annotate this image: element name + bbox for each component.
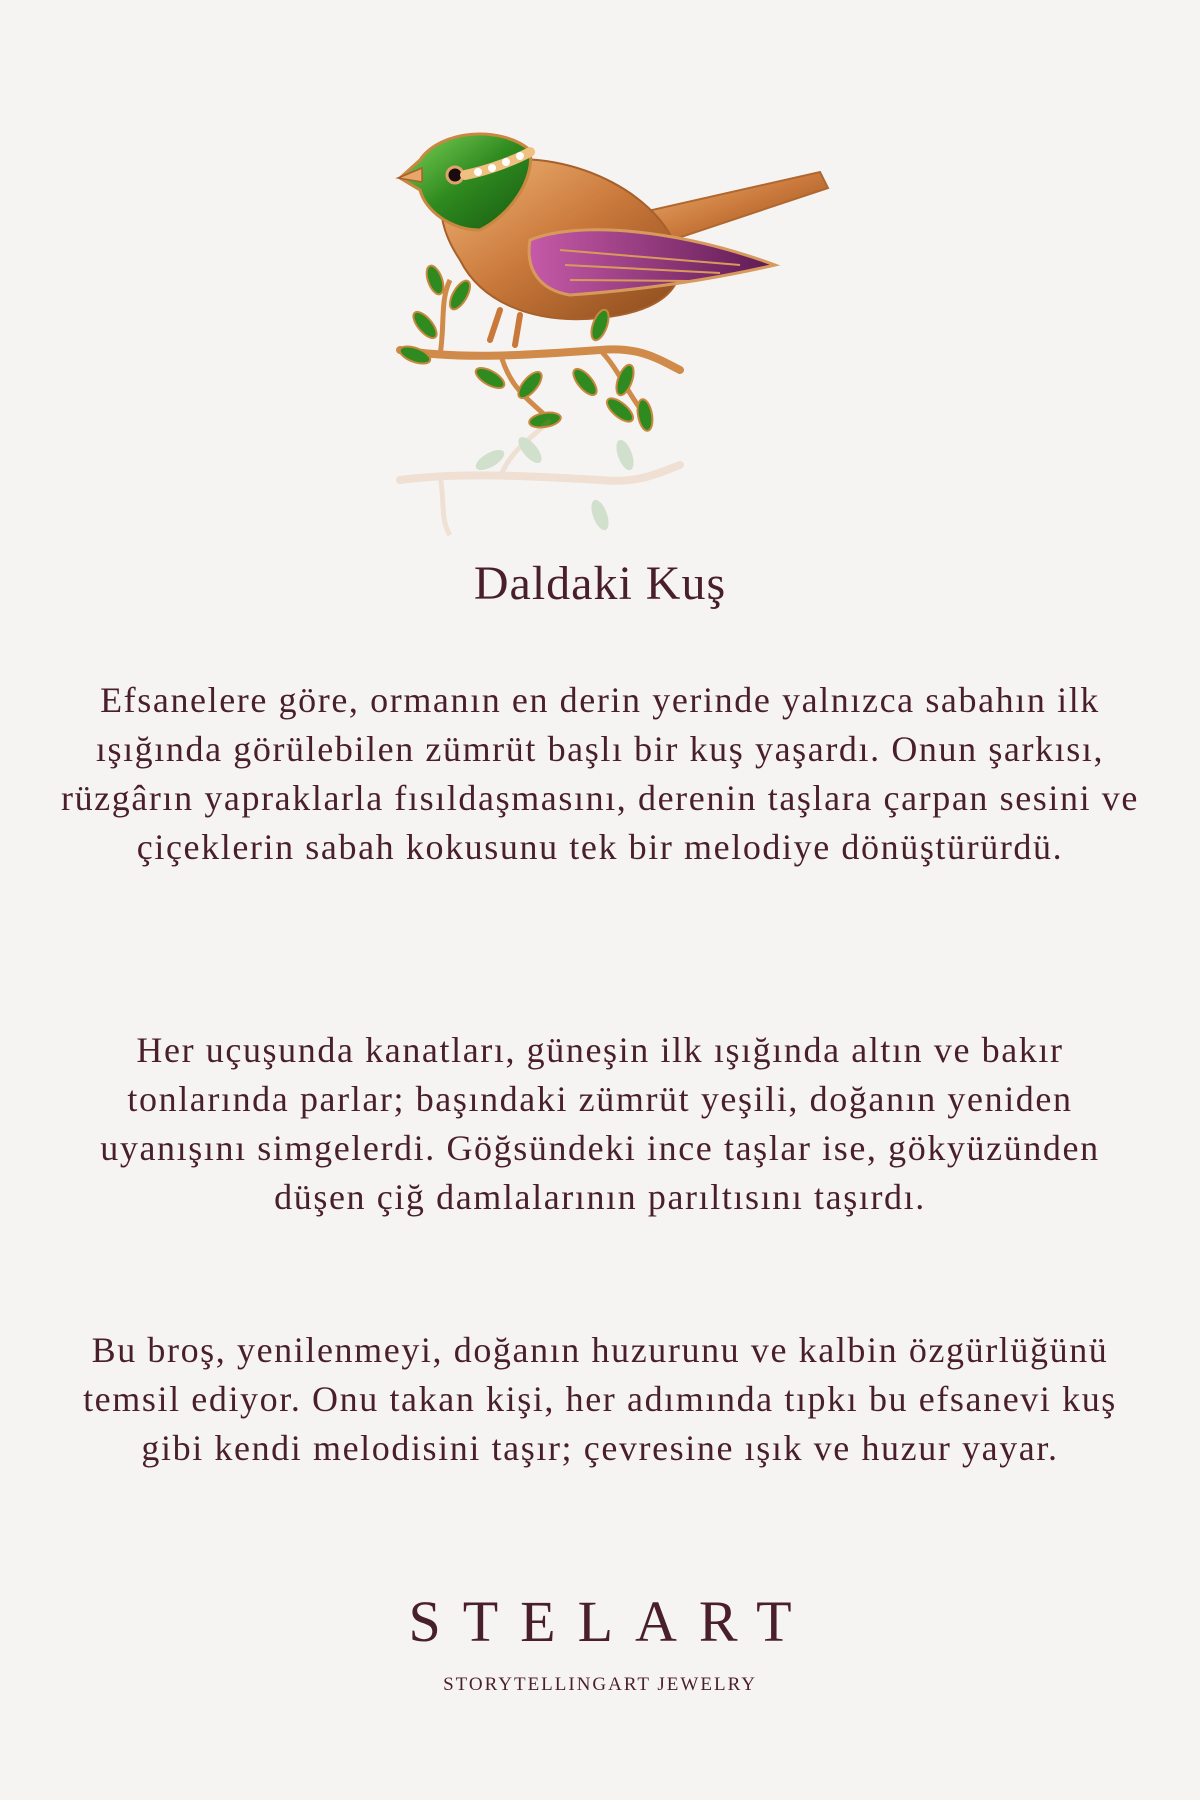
- brand-logo: STELART: [408, 1589, 814, 1654]
- bird-brooch-icon: [380, 120, 850, 550]
- story-paragraph-2: Her uçuşunda kanatları, güneşin ilk ışığında altın ve bakır tonlarında parlar; başındaki zümrüt yeşili, doğanın yeniden uyanışını simgelerdi. Göğsündeki ince taşlar ise, gökyüzünden düşen çiğ damlalarının parıltısını taşırdı.: [100, 1030, 1100, 1217]
- story-paragraph-1: Efsanelere göre, ormanın en derin yerinde yalnızca sabahın ilk ışığında görülebilen zümrüt başlı bir kuş yaşardı. Onun şarkısı, rüzgârın yapraklarla fısıldaşmasını, derenin taşlara çarpan sesini ve çiçeklerin sabah kokusunu tek bir melodiye dönüştürürdü.: [60, 680, 1139, 867]
- product-title: Daldaki Kuş: [473, 557, 727, 610]
- brand-tagline: STORYTELLINGART JEWELRY: [443, 1674, 757, 1695]
- story-paragraph-3: Bu broş, yenilenmeyi, doğanın huzurunu ve kalbin özgürlüğünü temsil ediyor. Onu takan kişi, her adımında tıpkı bu efsanevi kuş gibi kendi melodisini taşır; çevresine ışık ve huzur yayar.: [83, 1330, 1117, 1468]
- bird-brooch-image: [380, 120, 850, 550]
